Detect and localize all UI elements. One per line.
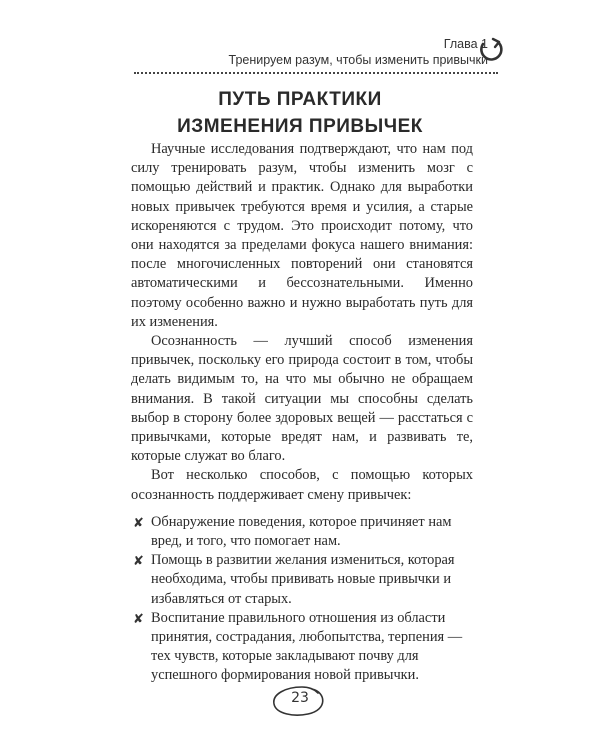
- cross-icon: ✘: [133, 554, 144, 570]
- paragraph: Научные исследования подтверждают, что нам под силу тренировать разум, чтобы изменить мозг с помощью действий и практик. Однако для выработки новых привычек требуются время и усилия, а старые искореняются с трудом. Это происходит потому, что они находятся за пределами фокуса нашего внимания: после многочисленных повторений они становятся автоматическими и бессознательными. Именно поэтому особенно важно и нужно выработать путь для их изменения.: [131, 141, 473, 330]
- section-title-line-1: ПУТЬ ПРАКТИКИ: [218, 89, 382, 110]
- header-divider: [134, 72, 498, 74]
- paragraph: Вот несколько способов, с помощью которых осознанность поддерживает смену привычек:: [131, 467, 473, 503]
- body-text: [131, 140, 473, 686]
- section-title: [130, 86, 470, 140]
- list-item-text: Помощь в развитии желания измениться, которая необходима, чтобы прививать новые привычки и избавляться от старых.: [151, 552, 455, 607]
- page-number: 23: [291, 690, 309, 706]
- section-title-line-2: ИЗМЕНЕНИЯ ПРИВЫЧЕК: [177, 116, 423, 137]
- list-item: [131, 551, 473, 609]
- running-header: [229, 36, 488, 68]
- list-item-text: Воспитание правильного отношения из области принятия, сострадания, любопытства, терпения — тех чувств, которые закладывают почву для успешного формирования новой привычки.: [151, 609, 463, 684]
- page-number-badge: [268, 684, 332, 718]
- chapter-label: Глава 1: [443, 37, 488, 51]
- cross-icon: ✘: [133, 515, 144, 531]
- list-item: [131, 513, 473, 551]
- paragraph: Осознанность — лучший способ изменения привычек, поскольку его природа состоит в том, чтобы делать видимым то, на что мы обычно не обращаем внимания. В такой ситуации мы способны сделать выбор в сторону более здоровых вещей — расстаться с привычками, которые вредят нам, и развивать те, которые служат во благо.: [131, 333, 473, 465]
- chapter-subtitle: Тренируем разум, чтобы изменить привычки: [228, 53, 488, 67]
- list-item-text: Обнаружение поведения, которое причиняет нам вред, и того, что помогает нам.: [151, 513, 452, 550]
- circular-arrow-icon: [476, 36, 506, 66]
- cross-icon: ✘: [133, 611, 144, 627]
- bullet-list: [131, 513, 473, 686]
- list-item: [131, 609, 473, 686]
